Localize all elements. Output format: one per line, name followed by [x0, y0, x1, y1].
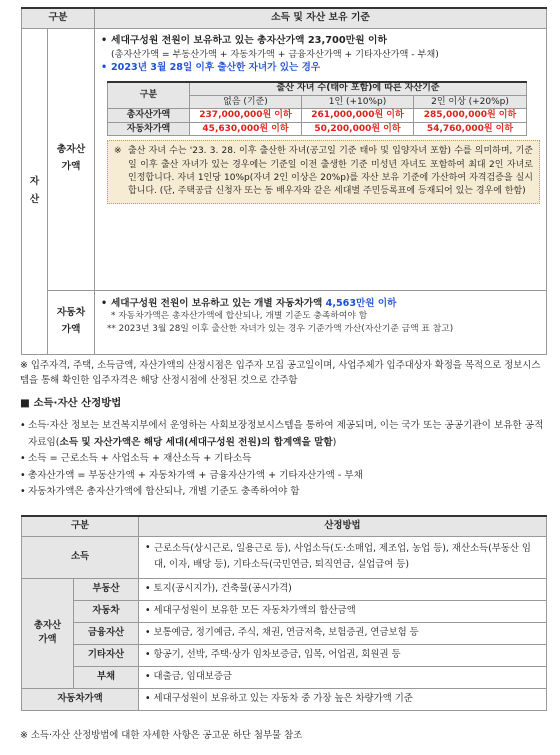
total-asset-line1: 세대구성원 전원이 보유하고 있는 총자산가액 23,700만원 이하: [111, 34, 387, 46]
car-value-method: [139, 688, 547, 710]
bullet-dot: •: [145, 693, 154, 705]
list-item: [20, 484, 548, 501]
inner-row-label: 자동차가액: [108, 122, 190, 136]
inner-col-two: 2인 이상 (+20%p): [414, 95, 527, 109]
list-item-post: ): [332, 436, 337, 448]
asset-row-text: 토지(공시지가), 건축물(공시가격): [153, 583, 292, 595]
asset-row-method: [139, 644, 547, 666]
inner-col-one: 1인 (+10%p): [302, 95, 414, 109]
asset-row-label: 부채: [74, 666, 139, 688]
birth-asset-table: [107, 81, 527, 137]
asset-row-method: [139, 622, 547, 644]
asset-row-method: [139, 666, 547, 688]
bullet-dot: •: [101, 34, 108, 46]
car-value-label: 자동차가액: [22, 688, 139, 710]
birth-note-box: [107, 140, 540, 203]
car-asset-label: 자동차 가액: [48, 290, 95, 354]
car-line1-prefix: 세대구성원 전원이 보유하고 있는 개별 자동차가액: [111, 297, 323, 309]
bullet-dot: •: [20, 453, 26, 464]
bullet-dot: •: [145, 649, 154, 661]
inner-cell: 45,630,000원 이하: [190, 122, 302, 136]
asset-group-label: 총자산 가액: [22, 578, 74, 688]
inner-cell: 261,000,000원 이하: [302, 109, 414, 123]
birth-bullet: [101, 61, 546, 75]
bullet-dot: •: [145, 627, 154, 639]
asset-criteria-table: [21, 7, 547, 355]
note-text: 출산 자녀 수는 '23. 3. 28. 이후 출산한 자녀(공고일 기준 태아 및 입양자녀 포함) 수를 의미하며, 기준일 이후 출산 자녀가 있는 경우에는 기준일 이전 출생한 기준 미성년 자녀도 포함하여 최대 2인 자녀로 인정합니다. 자녀 1인당 10%p(자녀 2인 이상은 20%p)를 자산 보유 기준에 가산하여 자격검증을 실시합니다. (단, 주택공급 신청자 또는 동 배우자와 같은 세대별 주민등록표에 등재되어 있는 경우에 한함): [128, 146, 533, 197]
inner-cell: 50,200,000원 이하: [302, 122, 414, 136]
asset-row-text: 세대구성원이 보유한 모든 자동차가액의 합산금액: [153, 605, 356, 617]
inner-col-none: 없음 (기준): [190, 95, 302, 109]
list-item: [20, 418, 548, 451]
bullet-dot: •: [20, 420, 26, 431]
list-item-text: 총자산가액 = 부동산가액 + 자동차가액 + 금융자산가액 + 기타자산가액 - 부채: [28, 469, 363, 481]
bullet-dot: •: [20, 486, 26, 497]
list-item-pre: 소득·자산 정보는 보건복지부에서 운영하는 사회보장정보시스템을 통하여 제공되며, 이는 국가 또는 공공기관이 보유한 공적자료임(: [28, 420, 544, 448]
car-bullet: [101, 297, 546, 311]
birth-condition: 2023년 3월 28일 이후 출산한 자녀가 있는 경우: [111, 62, 321, 74]
list-item-bold: 소득 및 자산가액은 해당 세대(세대구성원 전원)의 합계액을 말함: [59, 436, 333, 448]
asset-label: 자 산: [22, 28, 48, 354]
bullet-dot: •: [145, 583, 154, 595]
list-item-text: [28, 418, 548, 451]
section-bullets: [20, 418, 548, 501]
table2-header-method: 산정방법: [139, 516, 547, 536]
asset-row-label: 부동산: [74, 578, 139, 600]
inner-group-header: 출산 자녀 수(태아 포함)에 따른 자산기준: [190, 82, 527, 96]
asset-row-text: 대출금, 임대보증금: [153, 671, 232, 683]
car-note1: * 자동차가액은 총자산가액에 합산되나, 개별 기준도 충족하여야 함: [111, 311, 368, 322]
car-line1: [111, 297, 396, 311]
income-label: 소득: [22, 536, 139, 578]
inner-cell: 285,000,000원 이하: [414, 109, 527, 123]
table1-header-category: 구분: [22, 8, 95, 28]
inner-row-label: 총자산가액: [108, 109, 190, 123]
asset-row-text: 보통예금, 정기예금, 주식, 채권, 연금저축, 보험증권, 연금보험 등: [153, 627, 419, 639]
list-item-text: 소득 = 근로소득 + 사업소득 + 재산소득 + 기타소득: [28, 453, 252, 464]
asset-row-label: 기타자산: [74, 644, 139, 666]
note-mark: ※: [114, 146, 122, 157]
bullet-dot: •: [145, 671, 154, 683]
table1-header-title: 소득 및 자산 보유 기준: [95, 8, 547, 28]
asset-row-label: 자동차: [74, 600, 139, 622]
total-asset-formula: (총자산가액 = 부동산가액 + 자동차가액 + 금융자산가액 + 기타자산가액 - 부채): [111, 48, 439, 60]
asset-row-method: [139, 600, 547, 622]
income-text: 근로소득(상시근로, 일용근로 등), 사업소득(도·소매업, 제조업, 농업 등), 재산소득(부동산 임대, 이자, 배당 등), 기타소득(국민연금, 퇴직연금, 실업급여 등): [154, 543, 531, 570]
car-limit-value: 4,563만원 이하: [325, 297, 397, 309]
calculation-method-table: [21, 515, 547, 711]
table2-header-category: 구분: [22, 516, 139, 536]
inner-cell: 54,760,000원 이하: [414, 122, 527, 136]
footnote-attachment: ※ 소득·자산 산정방법에 대한 자세한 사항은 공고문 하단 첨부물 참조: [20, 730, 303, 741]
total-asset-cell: [95, 28, 547, 290]
bullet-dot: •: [101, 297, 108, 309]
section-heading: [20, 396, 121, 411]
bullet-dot: •: [145, 605, 154, 617]
section-title: 소득·자산 산정방법: [33, 397, 122, 409]
asset-row-method: [139, 578, 547, 600]
car-note2: ** 2023년 3월 28일 이후 출산한 자녀가 있는 경우 기준가액 가산(자산기준 금액 표 참고): [107, 324, 454, 335]
asset-row-label: 금융자산: [74, 622, 139, 644]
footnote-calculation-time: ※ 입주자격, 주택, 소득금액, 자산가액의 산정시점은 입주자 모집 공고일이며, 사업주체가 입주대상자 확정을 목적으로 정보시스템을 통해 확인한 입주자격은 해당 산정시점에 산정된 것으로 간주함: [20, 360, 541, 387]
list-item: [20, 468, 548, 485]
section-marker: ■: [20, 397, 30, 409]
bullet-dot: •: [101, 62, 108, 74]
inner-cell: 237,000,000원 이하: [190, 109, 302, 123]
inner-category: 구분: [108, 82, 190, 109]
list-item: [20, 451, 548, 468]
total-asset-bullet: [101, 34, 546, 48]
income-method: [139, 536, 547, 578]
bullet-dot: •: [145, 542, 151, 554]
car-asset-cell: [95, 290, 547, 354]
car-value-text: 세대구성원이 보유하고 있는 자동차 중 가장 높은 차량가액 기준: [153, 693, 413, 705]
bullet-dot: •: [20, 469, 26, 481]
total-asset-label: 총자산 가액: [48, 28, 95, 290]
list-item-text: 자동차가액은 총자산가액에 합산되나, 개별 기준도 충족하여야 함: [28, 486, 300, 497]
asset-row-text: 항공기, 선박, 주택·상가 임차보증금, 입목, 어업권, 회원권 등: [153, 649, 401, 661]
